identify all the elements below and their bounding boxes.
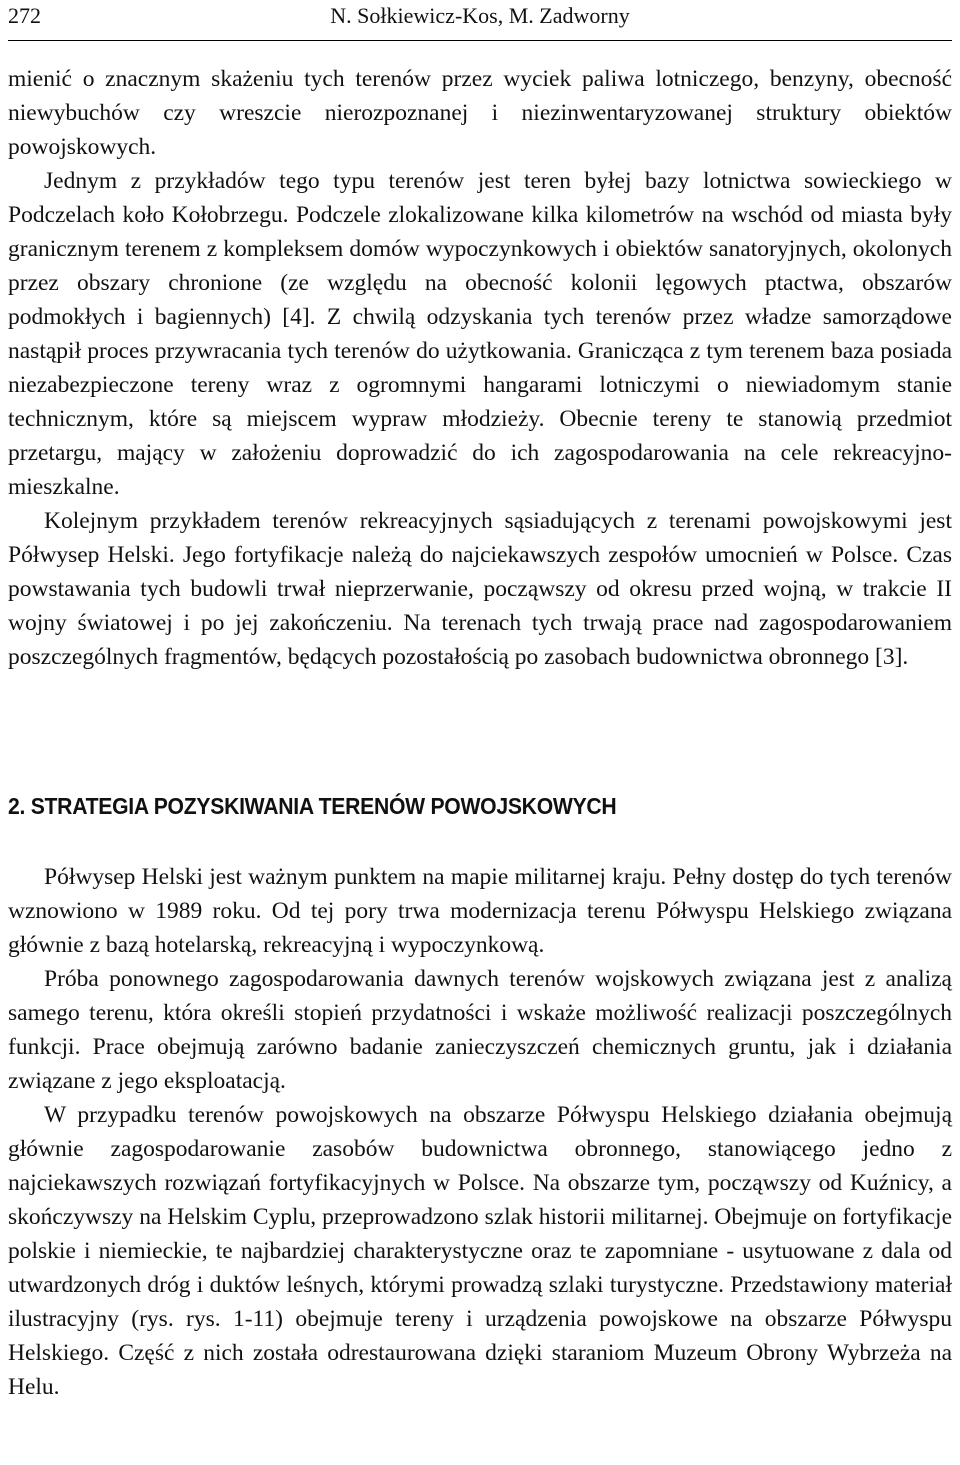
section-2-body xyxy=(8,860,952,1404)
section-1-body xyxy=(8,62,952,674)
paragraph: Kolejnym przykładem terenów rekreacyjnych sąsiadujących z terenami powojskowymi jest Półwysep Helski. Jego fortyfikacje należą do najciekawszych zespołów umocnień w Polsce. Czas powstawania tych budowli trwał nieprzerwanie, począwszy od okresu przed wojną, w trakcie II wojny światowej i po jej zakończeniu. Na terenach tych trwają prace nad zagospodarowaniem poszczególnych fragmentów, będących pozostałością po zasobach budownictwa obronnego [3]. xyxy=(8,508,952,670)
paragraph: W przypadku terenów powojskowych na obszarze Półwyspu Helskiego działania obejmują głównie zagospodarowanie zasobów budownictwa obronnego, stanowiącego jedno z najciekawszych rozwiązań fortyfikacyjnych w Polsce. Na obszarze tym, począwszy od Kuźnicy, a skończywszy na Helskim Cyplu, przeprowadzono szlak historii militarnej. Obejmuje on fortyfikacje polskie i niemieckie, te najbardziej charakterystyczne oraz te zapomniane - usytuowane z dala od utwardzonych dróg i duktów leśnych, którymi prowadzą szlaki turystyczne. Przedstawiony materiał ilustracyjny (rys. rys. 1-11) obejmuje tereny i urządzenia powojskowe na obszarze Półwyspu Helskiego. Część z nich została odrestaurowana dzięki staraniom Muzeum Obrony Wybrzeża na Helu. xyxy=(8,1102,952,1400)
page-header xyxy=(8,0,952,41)
section-heading: 2. STRATEGIA POZYSKIWANIA TERENÓW POWOJSKOWYCH xyxy=(8,793,617,819)
paragraph: Jednym z przykładów tego typu terenów jest teren byłej bazy lotnictwa sowieckiego w Podczelach koło Kołobrzegu. Podczele zlokalizowane kilka kilometrów na wschód od miasta były granicznym terenem z kompleksem domów wypoczynkowych i obiektów sanatoryjnych, okolonych przez obszary chronione (ze względu na obecność kolonii lęgowych ptactwa, obszarów podmokłych i bagiennych) [4]. Z chwilą odzyskania tych terenów przez władze samorządowe nastąpił proces przywracania tych terenów do użytkowania. Granicząca z tym terenem baza posiada niezabezpieczone tereny wraz z ogromnymi hangarami lotniczymi o niewiadomym stanie technicznym, które są miejscem wypraw młodzieży. Obecnie tereny te stanowią przedmiot przetargu, mający w założeniu doprowadzić do ich zagospodarowania na cele rekreacyjno-mieszkalne. xyxy=(8,168,952,500)
paragraph: Półwysep Helski jest ważnym punktem na mapie militarnej kraju. Pełny dostęp do tych terenów wznowiono w 1989 roku. Od tej pory trwa modernizacja terenu Półwyspu Helskiego związana głównie z bazą hotelarską, rekreacyjną i wypoczynkową. xyxy=(8,864,952,958)
paragraph: mienić o znacznym skażeniu tych terenów przez wyciek paliwa lotniczego, benzyny, obecność niewybuchów czy wreszcie nierozpoznanej i niezinwentaryzowanej struktury obiektów powojskowych. xyxy=(8,66,952,160)
page-number: 272 xyxy=(8,3,41,28)
paragraph: Próba ponownego zagospodarowania dawnych terenów wojskowych związana jest z analizą samego terenu, która określi stopień przydatności i wskaże możliwość realizacji poszczególnych funkcji. Prace obejmują zarówno badanie zanieczyszczeń chemicznych gruntu, jak i działania związane z jego eksploatacją. xyxy=(8,966,952,1094)
running-head-authors: N. Sołkiewicz-Kos, M. Zadworny xyxy=(330,3,630,28)
